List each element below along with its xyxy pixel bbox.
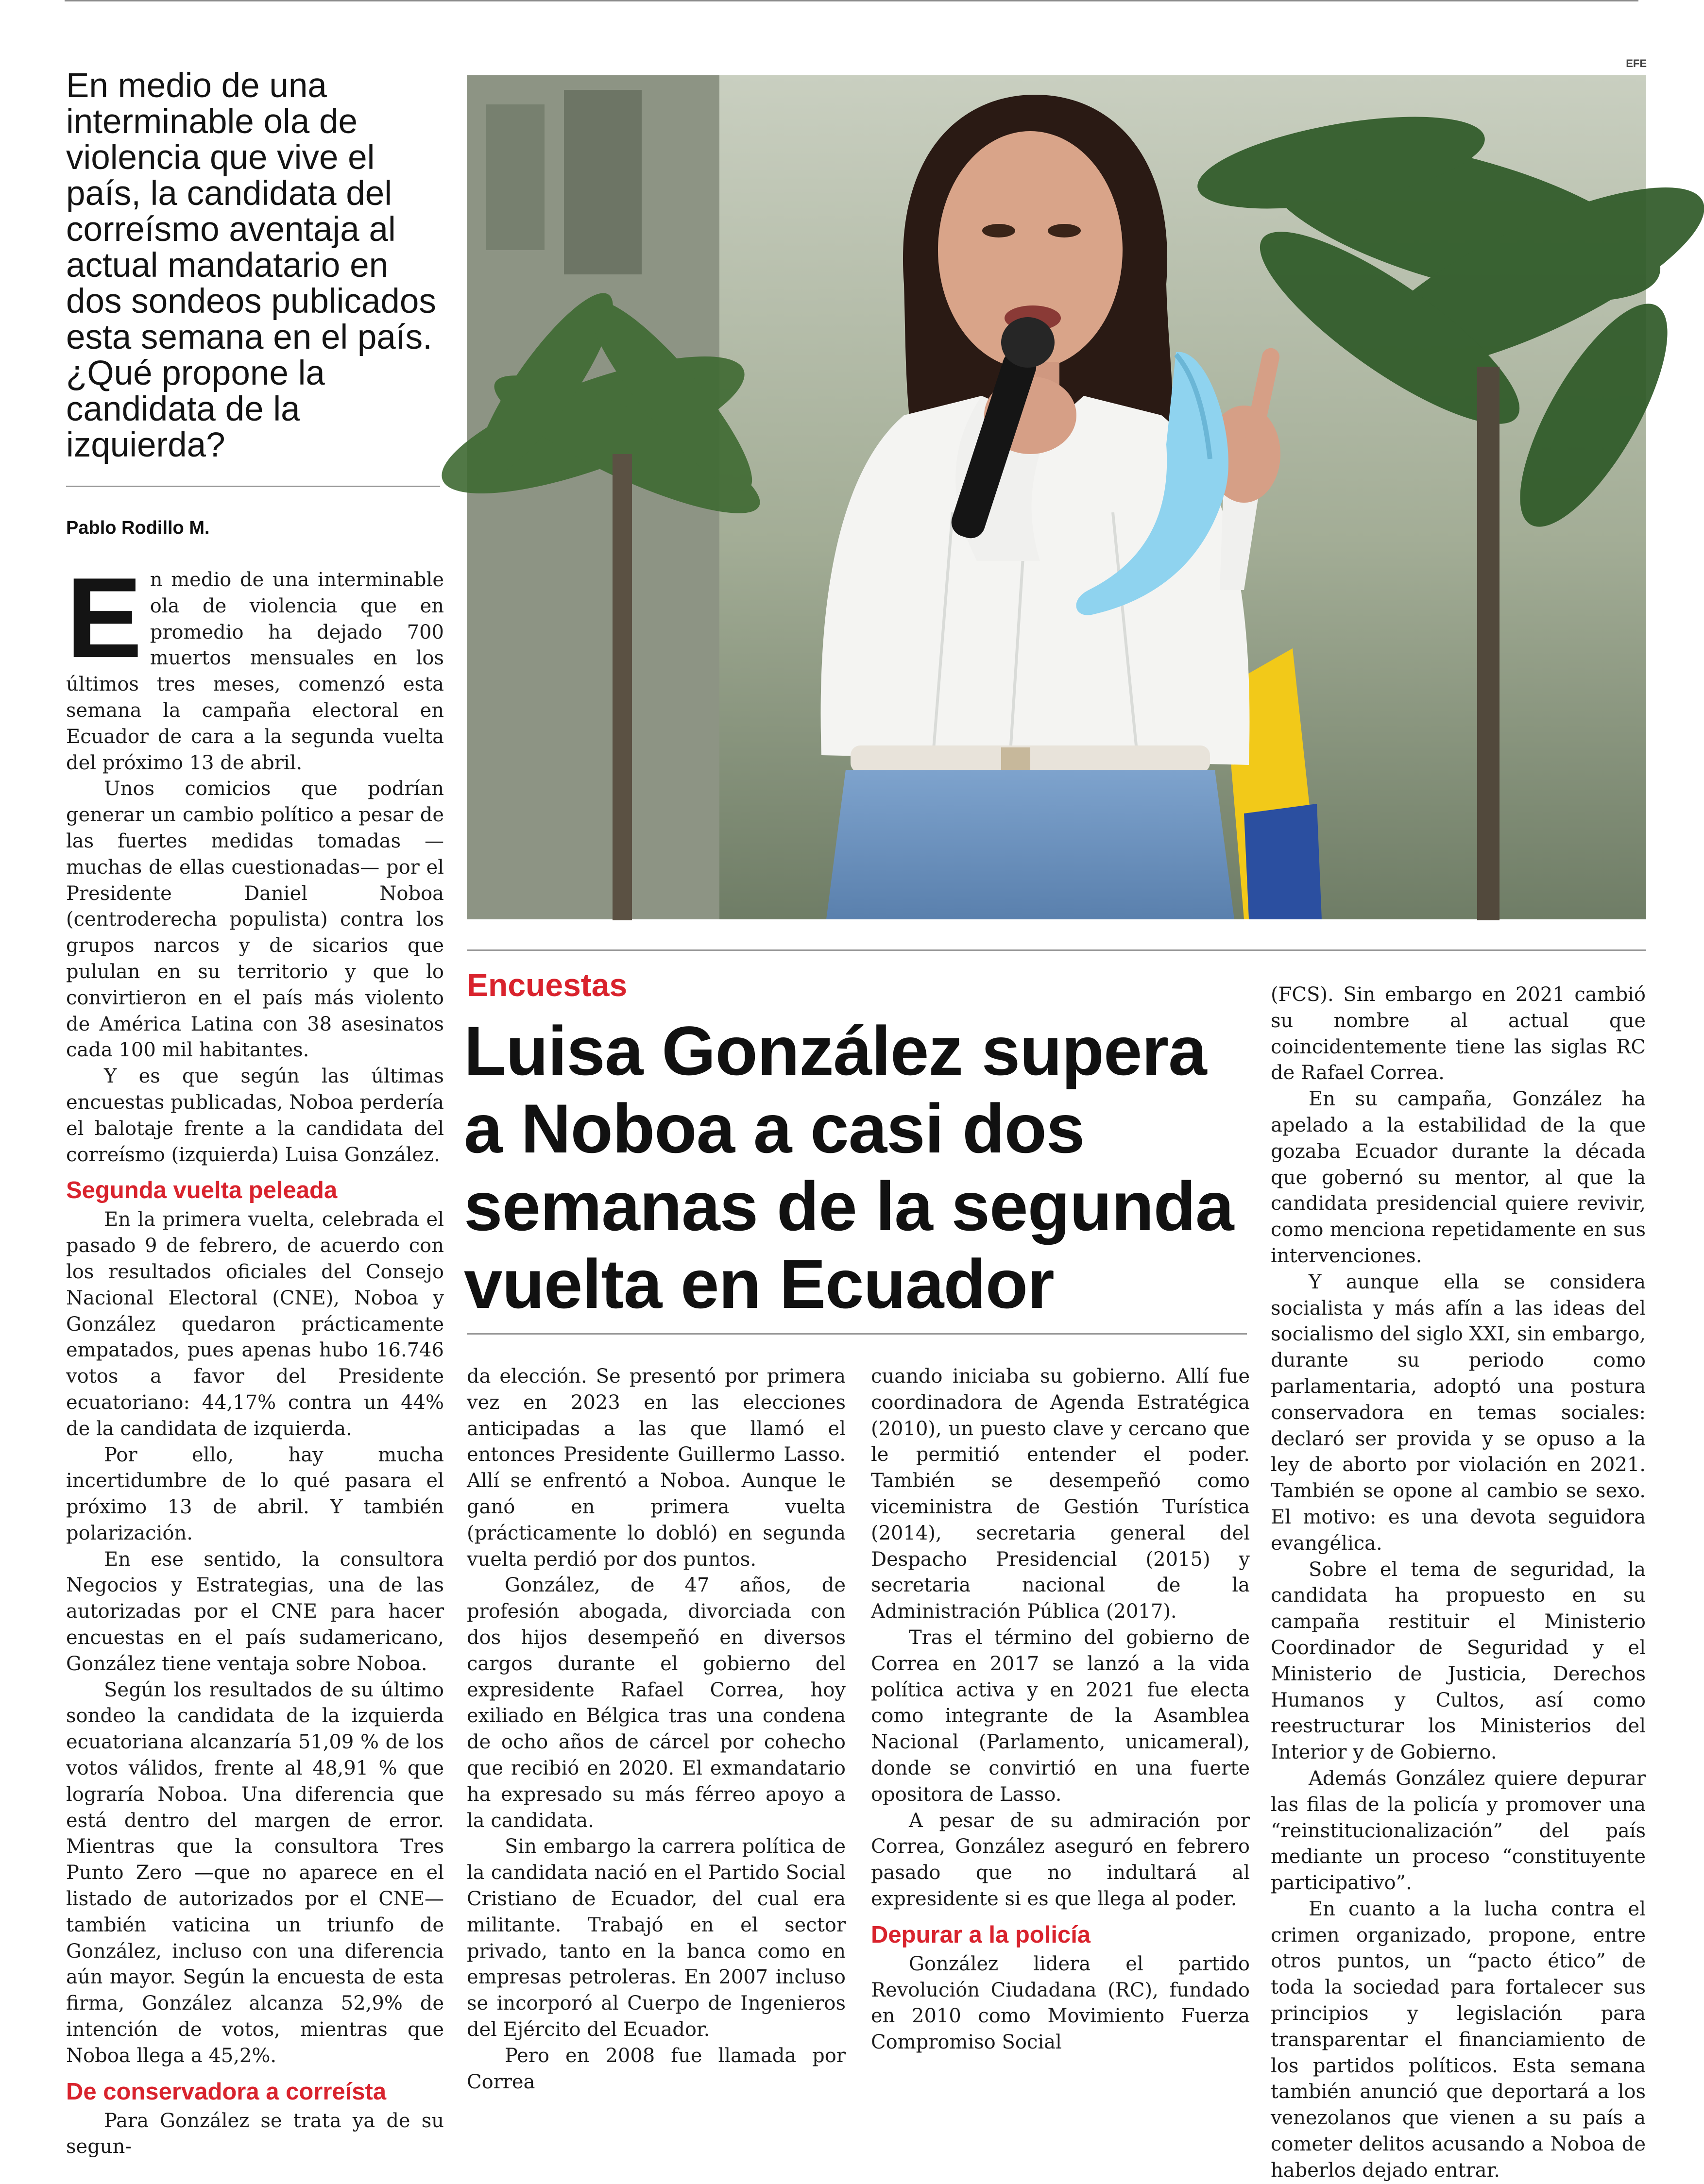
headline-divider — [467, 1333, 1247, 1335]
subheading-conservadora: De conservadora a correísta — [66, 2078, 387, 2105]
body-paragraph: Pero en 2008 fue llamada por Correa — [467, 2044, 846, 2093]
section-kicker: Encuestas — [467, 967, 628, 1003]
subheading-segunda-vuelta: Segunda vuelta peleada — [66, 1177, 338, 1204]
lead-paragraph — [66, 554, 444, 776]
body-paragraph: Para González se trata ya de su segun- — [66, 2109, 444, 2158]
body-paragraph: En cuanto a la lucha contra el crimen organizado, propone, entre otros puntos, un “pacto ético” de toda la sociedad para fortalecer sus principios y legislación para transparentar el financiamiento de los partidos políticos. Esta semana también anunció que deportará a los venezolanos que vienen a su país a cometer delitos acusando a Noboa de haberlos dejado entrar. — [1271, 1897, 1646, 2182]
body-paragraph: Sobre el tema de seguridad, la candidata ha propuesto en su campaña restituir el Ministerio Coordinador de Seguridad y el Ministerio de Justicia, Derechos Humanos y Cultos, así como reestructurar los Ministerios del Interior y de Gobierno. — [1271, 1558, 1646, 1764]
body-paragraph: González lidera el partido Revolución Ciudadana (RC), fundado en 2010 como Movimiento Fuerza Compromiso Social — [871, 1952, 1250, 2054]
deck-divider — [66, 486, 440, 487]
photo-credit: EFE — [1626, 57, 1647, 69]
body-paragraph: Y es que según las últimas encuestas publicadas, Noboa perdería el balotaje frente a la candidata del correísmo (izquierda) Luisa González. — [66, 1065, 444, 1166]
body-paragraph: Unos comicios que podrían generar un cambio político a pesar de las fuertes medidas tomadas —muchas de ellas cuestionadas— por el Presidente Daniel Noboa (centroderecha populista) contra los grupos narcos y de sicarios que pululan en su territorio y que lo convirtieron en el país más violento de América Latina con 38 asesinatos cada 100 mil habitantes. — [66, 778, 444, 1062]
photo-bottom-rule — [467, 949, 1646, 951]
body-paragraph: Y aunque ella se considera socialista y más afín a las ideas del socialismo del siglo XXI, sin embargo, durante su periodo como parlamentaria, adoptó una postura conservadora en temas sociales: declaró ser provida y se opuso a la ley de aborto por violación en 2021. También se opone al cambio se sexo. El motivo: es una devota seguidora evangélica. — [1271, 1270, 1646, 1555]
subheading-depurar: Depurar a la policía — [871, 1921, 1091, 1948]
photo-illustration — [467, 75, 1646, 919]
jeans — [826, 770, 1234, 919]
column-3 — [871, 1364, 1250, 2054]
body-paragraph: A pesar de su admiración por Correa, González aseguró en febrero pasado que no indultará al expresidente si es que llega al poder. — [871, 1809, 1250, 1910]
top-rule — [65, 0, 1638, 1]
lead-text: n medio de una interminable ola de violencia que en promedio ha dejado 700 muertos mensuales en los últimos tres meses, comenzó esta semana la campaña electoral en Ecuador de cara a la segunda vuelta del próximo 13 de abril. — [66, 569, 444, 774]
headline: Luisa González supera a Noboa a casi dos semanas de la segunda vuelta en Ecuador — [464, 1013, 1234, 1323]
candidate-photo — [467, 75, 1646, 919]
article-deck: En medio de una interminable ola de violencia que vive el país, la candidata del correísmo aventaja al actual mandatario en dos sondeos publicados esta semana en el país. ¿Qué propone la candidata de la izquierda? — [66, 67, 436, 464]
body-paragraph: Sin embargo la carrera política de la candidata nació en el Partido Social Cristiano de Ecuador, del cual era militante. Trabajó en el sector privado, tanto en la banca como en empresas petroleras. En 2007 incluso se incorporó al Cuerpo de Ingenieros del Ejército del Ecuador. — [467, 1835, 846, 2041]
column-4 — [1271, 982, 1646, 2182]
body-paragraph: cuando iniciaba su gobierno. Allí fue coordinadora de Agenda Estratégica (2010), un puesto clave y cercano que le permitió entender el poder. También se desempeñó como viceministra de Gestión Turística (2014), secretaria general del Despacho Presidencial (2015) y secretaria nacional de la Administración Pública (2017). — [871, 1365, 1250, 1623]
body-paragraph: Según los resultados de su último sondeo la candidata de la izquierda ecuatoriana alcanzaría 51,09 % de los votos válidos, frente al 48,91 % que lograría Noboa. Una diferencia que está dentro del margen de error. Mientras que la consultora Tres Punto Zero —que no aparece en el listado de autorizados por el CNE— también vaticina un triunfo de González, incluso con una diferencia aún mayor. Según la encuesta de esta firma, González alcanza 52,9% de intención de votos, mientras que Noboa llega a 45,2%. — [66, 1678, 444, 2067]
body-paragraph: En su campaña, González ha apelado a la estabilidad de la que gozaba Ecuador durante la década que gobernó su mentor, al que la candidata presidencial quiere revivir, como menciona repetidamente en sus intervenciones. — [1271, 1088, 1646, 1267]
body-paragraph: Por ello, hay mucha incertidumbre de lo qué pasara el próximo 13 de abril. Y también polarización. — [66, 1443, 444, 1544]
drop-cap: E — [66, 554, 142, 681]
column-2 — [467, 1364, 846, 2093]
column-1 — [66, 554, 444, 2158]
body-paragraph: (FCS). Sin embargo en 2021 cambió su nombre al actual que coincidentemente tiene las siglas RC de Rafael Correa. — [1271, 983, 1646, 1084]
body-paragraph: Además González quiere depurar las filas de la policía y promover una “reinstitucionalización” del país mediante un proceso “constituyente participativo”. — [1271, 1767, 1646, 1895]
body-paragraph: En ese sentido, la consultora Negocios y Estrategias, una de las autorizadas por el CNE para hacer encuestas en el país sudamericano, González tiene ventaja sobre Noboa. — [66, 1548, 444, 1675]
body-paragraph: En la primera vuelta, celebrada el pasado 9 de febrero, de acuerdo con los resultados oficiales del Consejo Nacional Electoral (CNE), Noboa y González quedaron prácticamente empatados, pues apenas hubo 16.746 votos a favor del Presidente ecuatoriano: 44,17% contra un 44% de la candidata de izquierda. — [66, 1208, 444, 1440]
byline: Pablo Rodillo M. — [66, 518, 210, 538]
body-paragraph: González, de 47 años, de profesión abogada, divorciada con dos hijos desempeñó en diversos cargos durante el gobierno del expresidente Rafael Correa, hoy exiliado en Bélgica tras una condena de ocho años de cárcel por cohecho que recibió en 2020. El exmandatario ha expresado su más férreo apoyo a la candidata. — [467, 1574, 846, 1832]
body-paragraph: da elección. Se presentó por primera vez en 2023 en las elecciones anticipadas a las que llamó el entonces Presidente Guillermo Lasso. Allí se enfrentó a Noboa. Aunque le ganó en primera vuelta (prácticamente lo dobló) en segunda vuelta perdió por dos puntos. — [467, 1365, 846, 1571]
body-paragraph: Tras el término del gobierno de Correa en 2017 se lanzó a la vida política activa y en 2021 fue electa como integrante de la Asamblea Nacional (Parlamento, unicameral), donde se convirtió en una fuerte opositora de Lasso. — [871, 1626, 1250, 1806]
